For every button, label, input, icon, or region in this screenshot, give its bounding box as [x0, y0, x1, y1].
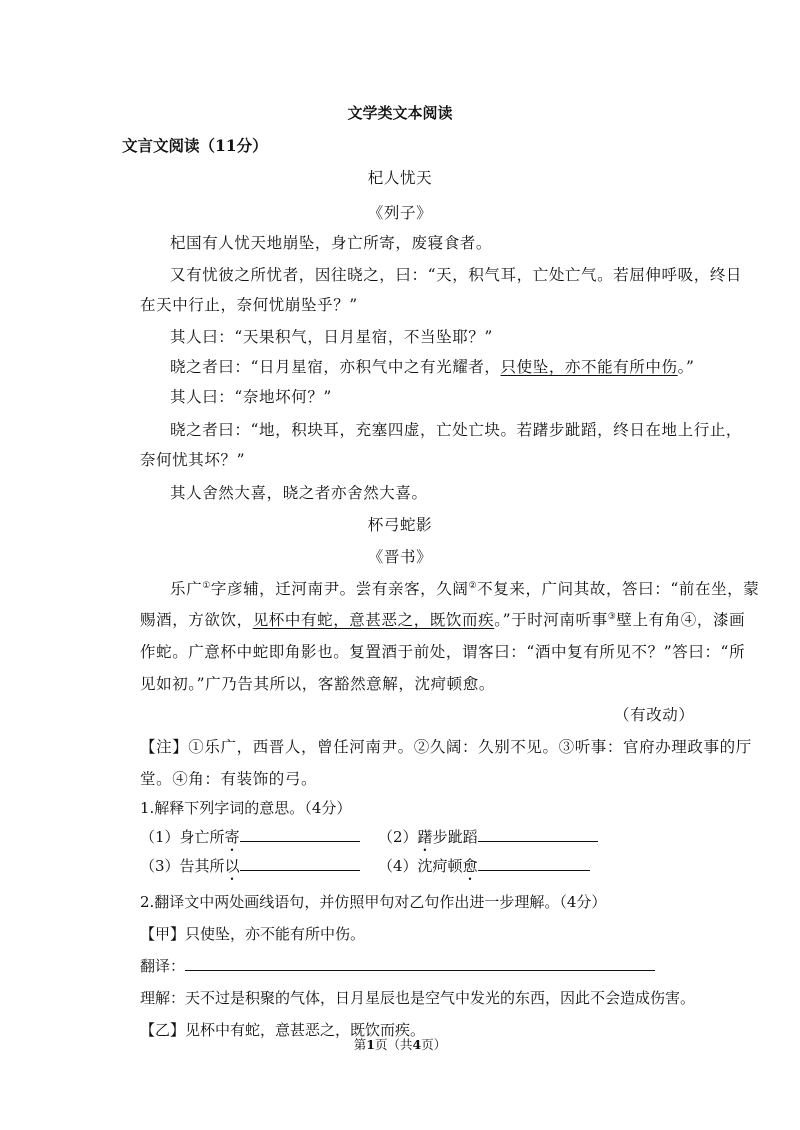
- line-1-text-c: 不复来，广问其故，答曰：“前在坐，蒙: [477, 580, 760, 598]
- underlined-sentence-jia: 只使坠，亦不能有所中伤: [500, 358, 678, 376]
- passage1-paragraph-6-line-2: 奈何忧其坏？”: [140, 451, 246, 469]
- item-number: （2）: [378, 828, 418, 846]
- line-1-text-a: 乐广: [170, 580, 203, 598]
- question-2-stem: 2.翻译文中两处画线语句，并仿照甲句对乙句作出进一步理解。（4分）: [140, 893, 607, 911]
- passage2-line-3: 作蛇。广意杯中蛇即角影也。复置酒于前处，谓客曰：“酒中复有所见不？”答曰：“所: [140, 643, 746, 661]
- question-1-item-2: [378, 826, 598, 855]
- paragraph-4-end: 。”: [677, 358, 695, 376]
- question-1-item-1: [140, 826, 360, 855]
- passage1-paragraph-1: 杞国有人忧天地崩坠，身亡所寄，废寝食者。: [170, 234, 493, 252]
- line-2-text-b: 。”于时河南听事: [494, 611, 608, 629]
- total-pages: 4: [412, 1037, 422, 1052]
- emphasized-character: 躇: [417, 828, 433, 846]
- line-2-text-c: 壁上有角④，漆画: [616, 611, 746, 629]
- passage1-paragraph-5: 其人曰：“奈地坏何？”: [170, 388, 332, 406]
- note-marker-1: ①: [202, 580, 211, 591]
- sentence-yi: 【乙】见杯中有蛇，意甚恶之，既饮而疾。: [140, 1021, 426, 1039]
- translation-line: [140, 955, 655, 976]
- current-page-number: 1: [366, 1037, 375, 1052]
- sentence-jia: 【甲】只使坠，亦不能有所中伤。: [140, 925, 366, 943]
- passage1-paragraph-3: 其人曰：“天果积气，日月星宿，不当坠耶？”: [170, 328, 493, 346]
- question-1-item-4: [378, 855, 590, 884]
- item-number: （4）: [378, 857, 418, 875]
- line-1-text-b: 字彦辅，迁河南尹。尝有亲客，久阔: [210, 580, 469, 598]
- section-title: 文言文阅读（11分）: [122, 136, 268, 155]
- passage2-title: 杯弓蛇影: [367, 516, 433, 534]
- item-number: （3）: [140, 857, 180, 875]
- item-text: 沈疴顿: [417, 857, 463, 875]
- question-1-item-3: [140, 855, 360, 884]
- passage1-title: 杞人忧天: [367, 169, 433, 187]
- passage1-source: 《列子》: [367, 204, 433, 222]
- item-number: （1）: [140, 828, 180, 846]
- answer-blank[interactable]: [240, 856, 360, 871]
- understanding-text: 理解：天不过是积聚的气体，日月星辰也是空气中发光的东西，因此不会造成伤害。: [140, 989, 696, 1007]
- answer-blank[interactable]: [478, 856, 590, 871]
- answer-blank[interactable]: [478, 827, 598, 842]
- note-marker-2: ②: [468, 580, 478, 591]
- revision-note: （有改动）: [614, 706, 695, 724]
- footer-middle: 页（共: [374, 1037, 413, 1052]
- item-text: 身亡所: [179, 828, 225, 846]
- question-1-stem: 1.解释下列字词的意思。（4分）: [140, 799, 352, 817]
- item-text: 告其所: [179, 857, 225, 875]
- passage2-line-2: [140, 608, 745, 630]
- footer-prefix: 第: [353, 1037, 367, 1052]
- passage2-source: 《晋书》: [367, 548, 433, 566]
- passage1-paragraph-2-line-2: 在天中行止，奈何忧崩坠乎？”: [140, 296, 358, 314]
- passage2-line-1: [170, 577, 759, 599]
- passage1-paragraph-4: [170, 355, 695, 377]
- paragraph-4-text: 晓之者曰：“日月星宿，亦积气中之有光耀者，: [170, 358, 501, 376]
- translation-label: 翻译：: [140, 957, 186, 975]
- emphasized-character: 愈: [462, 857, 478, 875]
- answer-blank[interactable]: [240, 827, 360, 842]
- note-marker-3: ③: [607, 611, 617, 622]
- passage1-paragraph-6-line-1: 晓之者曰：“地，积块耳，充塞四虚，亡处亡块。若躇步跐蹈，终日在地上行止，: [170, 421, 743, 439]
- underlined-sentence-yi: 见杯中有蛇，意甚恶之，既饮而疾: [252, 611, 495, 629]
- passage2-line-4: 见如初。”广乃告其所以，客豁然意解，沈疴顿愈。: [140, 675, 495, 693]
- line-2-text-a: 赐酒，方欲饮，: [140, 611, 253, 629]
- emphasized-character: 以: [224, 857, 240, 875]
- emphasized-character: 寄: [224, 828, 240, 846]
- passage1-paragraph-2-line-1: 又有忧彼之所忧者，因往晓之，曰：“天，积气耳，亡处亡气。若屈伸呼吸，终日: [170, 266, 743, 284]
- passage1-paragraph-7: 其人舍然大喜，晓之者亦舍然大喜。: [170, 484, 428, 502]
- translation-answer-blank[interactable]: [185, 956, 655, 971]
- annotation-line-2: 堂。④角：有装饰的弓。: [140, 770, 318, 788]
- annotation-line-1: 【注】①乐广，西晋人，曾任河南尹。②久阔：久别不见。③听事：官府办理政事的厅: [140, 738, 752, 756]
- item-text: 步跐蹈: [432, 828, 478, 846]
- footer-suffix: 页）: [421, 1037, 447, 1052]
- page-footer: [0, 1035, 800, 1053]
- page-title: 文学类文本阅读: [347, 104, 453, 122]
